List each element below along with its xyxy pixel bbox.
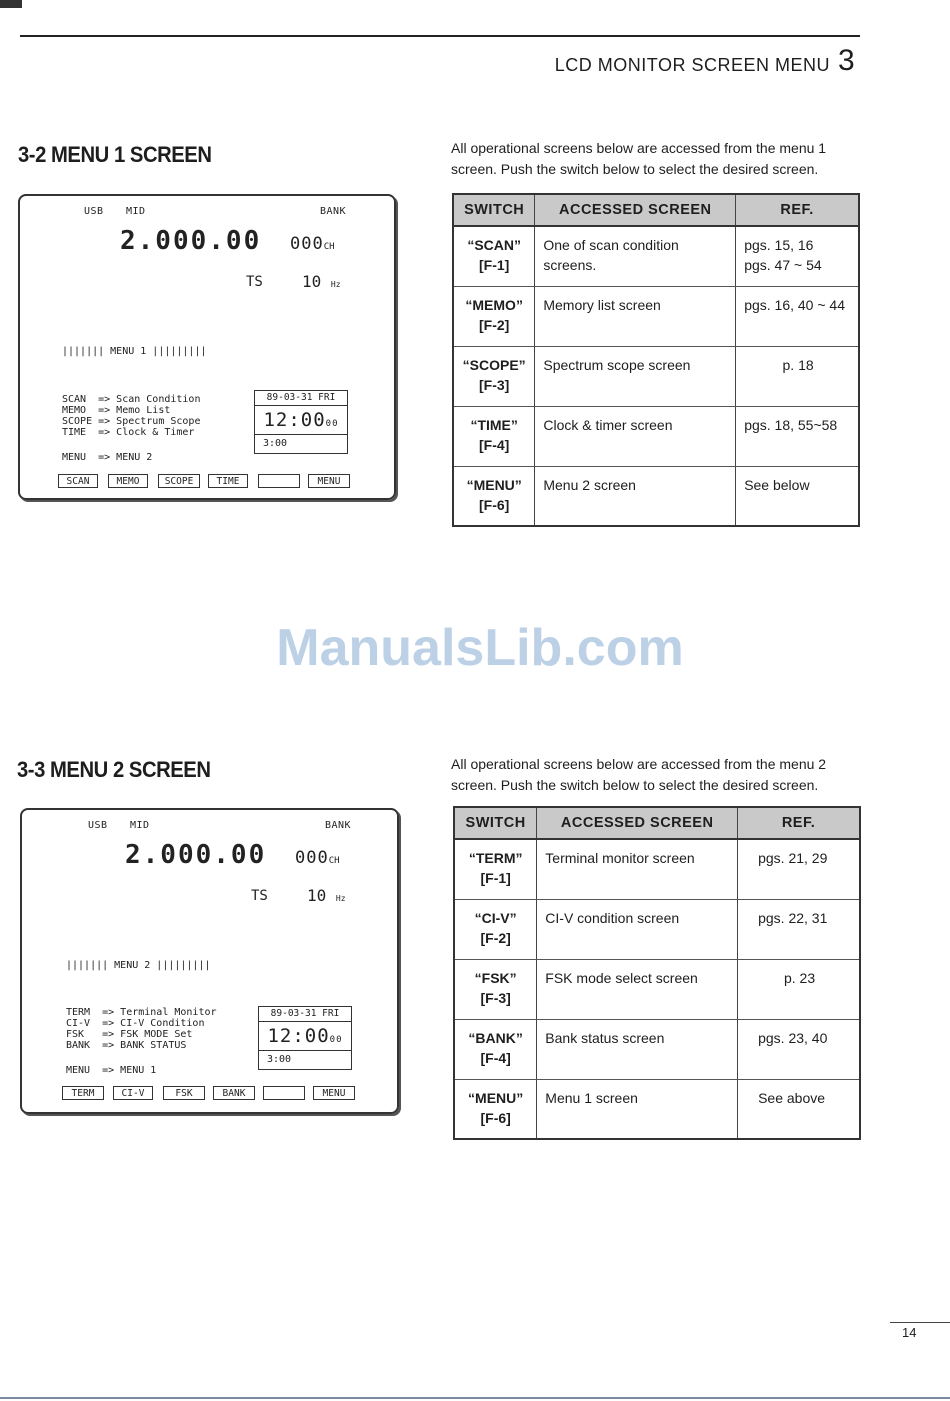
lcd-list-item: CI-V => CI-V Condition bbox=[66, 1018, 205, 1029]
lcd-menu-line: ||||||| MENU 1 ||||||||| bbox=[62, 346, 207, 357]
lcd-list-item: FSK => FSK MODE Set bbox=[66, 1029, 193, 1040]
fkey-f5[interactable] bbox=[258, 474, 300, 488]
table-row bbox=[454, 839, 860, 899]
table-row bbox=[453, 406, 859, 466]
lcd-list-item: MEMO => Memo List bbox=[62, 405, 171, 416]
section-intro: All operational screens below are accessed from the menu 2 screen. Push the switch below to select the desired screen. bbox=[451, 756, 827, 793]
header-screen: ACCESSED SCREEN bbox=[537, 807, 738, 839]
lcd-screen-menu2 bbox=[20, 808, 399, 1114]
chapter-number: 3 bbox=[838, 44, 855, 77]
lcd-screen-menu1 bbox=[18, 194, 396, 500]
fkey-f4[interactable]: BANK bbox=[213, 1086, 255, 1100]
lcd-bank: BANK bbox=[325, 820, 352, 831]
lcd-date: 89-03-31 FRI bbox=[259, 1007, 351, 1022]
fkey-f4[interactable]: TIME bbox=[208, 474, 248, 488]
lcd-bank: BANK bbox=[320, 206, 347, 217]
ref-cell: pgs. 21, 29 bbox=[738, 839, 860, 899]
switch-cell: “MEMO” [F-2] bbox=[453, 286, 535, 346]
fkey-f3[interactable]: FSK bbox=[163, 1086, 205, 1100]
lcd-ts-label: TS bbox=[246, 274, 263, 290]
switch-cell: “TIME” [F-4] bbox=[453, 406, 535, 466]
lcd-mode: USB bbox=[88, 820, 108, 831]
header-switch: SWITCH bbox=[453, 194, 535, 226]
lcd-ts-label: TS bbox=[251, 888, 268, 904]
lcd-list-item: BANK => BANK STATUS bbox=[66, 1040, 187, 1051]
screen-cell: FSK mode select screen bbox=[537, 959, 738, 1019]
switch-table bbox=[452, 193, 860, 527]
fkey-f6[interactable]: MENU bbox=[308, 474, 350, 488]
lcd-time: 12:0000 bbox=[263, 409, 339, 431]
table-row bbox=[453, 286, 859, 346]
fkey-f1[interactable]: TERM bbox=[62, 1086, 104, 1100]
screen-cell: Menu 2 screen bbox=[535, 466, 736, 526]
lcd-time: 12:0000 bbox=[267, 1025, 343, 1047]
switch-cell: “MENU” [F-6] bbox=[453, 466, 535, 526]
ref-cell: p. 18 bbox=[736, 346, 859, 406]
page-number-rule bbox=[890, 1322, 950, 1323]
lcd-clock-box bbox=[254, 390, 348, 454]
lcd-clock-box bbox=[258, 1006, 352, 1070]
lcd-mode: USB bbox=[84, 206, 104, 217]
lcd-list-item: TERM => Terminal Monitor bbox=[66, 1007, 217, 1018]
switch-table bbox=[453, 806, 861, 1140]
fkey-f2[interactable]: CI-V bbox=[113, 1086, 153, 1100]
header-ref: REF. bbox=[738, 807, 860, 839]
switch-cell: “BANK” [F-4] bbox=[454, 1019, 537, 1079]
lcd-ts-value: 10 Hz bbox=[307, 886, 346, 905]
ref-cell: pgs. 15, 16 pgs. 47 ~ 54 bbox=[736, 226, 859, 286]
bottom-rule bbox=[0, 1397, 950, 1399]
switch-cell: “TERM” [F-1] bbox=[454, 839, 537, 899]
ref-cell: See above bbox=[738, 1079, 860, 1139]
screen-cell: One of scan condition screens. bbox=[535, 226, 736, 286]
ref-cell: pgs. 16, 40 ~ 44 bbox=[736, 286, 859, 346]
lcd-list-item: TIME => Clock & Timer bbox=[62, 427, 195, 438]
header-rule bbox=[20, 35, 860, 37]
table-row bbox=[454, 1079, 860, 1139]
lcd-menu-next: MENU => MENU 2 bbox=[62, 452, 153, 463]
ref-cell: See below bbox=[736, 466, 859, 526]
section-title: 3-3 MENU 2 SCREEN bbox=[17, 757, 211, 782]
lcd-list-item: SCOPE => Spectrum Scope bbox=[62, 416, 201, 427]
watermark-text: ManualsLib.com bbox=[276, 619, 684, 677]
lcd-date: 89-03-31 FRI bbox=[255, 391, 347, 406]
section-title: 3-2 MENU 1 SCREEN bbox=[18, 142, 212, 167]
fkey-f3[interactable]: SCOPE bbox=[158, 474, 200, 488]
switch-cell: “SCAN” [F-1] bbox=[453, 226, 535, 286]
fkey-f5[interactable] bbox=[263, 1086, 305, 1100]
switch-cell: “CI-V” [F-2] bbox=[454, 899, 537, 959]
lcd-channel: 000CH bbox=[295, 848, 340, 868]
page-number: 14 bbox=[902, 1325, 917, 1340]
table-row bbox=[454, 1019, 860, 1079]
table-row bbox=[454, 959, 860, 1019]
lcd-menu-next: MENU => MENU 1 bbox=[66, 1065, 157, 1076]
table-row bbox=[453, 226, 859, 286]
switch-cell: “MENU” [F-6] bbox=[454, 1079, 537, 1139]
fkey-f6[interactable]: MENU bbox=[313, 1086, 355, 1100]
table-row bbox=[453, 466, 859, 526]
lcd-menu-line: ||||||| MENU 2 ||||||||| bbox=[66, 960, 211, 971]
table-row bbox=[454, 899, 860, 959]
fkey-f1[interactable]: SCAN bbox=[58, 474, 98, 488]
screen-cell: Memory list screen bbox=[535, 286, 736, 346]
lcd-list-item: SCAN => Scan Condition bbox=[62, 394, 201, 405]
lcd-mid: MID bbox=[130, 820, 150, 831]
header-switch: SWITCH bbox=[454, 807, 537, 839]
lcd-timer: 3:00 bbox=[255, 434, 347, 452]
lcd-channel: 000CH bbox=[290, 234, 335, 254]
ref-cell: pgs. 23, 40 bbox=[738, 1019, 860, 1079]
ref-cell: pgs. 22, 31 bbox=[738, 899, 860, 959]
header-screen: ACCESSED SCREEN bbox=[535, 194, 736, 226]
lcd-ts-value: 10 Hz bbox=[302, 272, 341, 291]
ref-cell: pgs. 18, 55~58 bbox=[736, 406, 859, 466]
switch-cell: “SCOPE” [F-3] bbox=[453, 346, 535, 406]
section-intro: All operational screens below are accessed from the menu 1 screen. Push the switch below to select the desired screen. bbox=[451, 140, 827, 177]
screen-cell: Clock & timer screen bbox=[535, 406, 736, 466]
screen-cell: Menu 1 screen bbox=[537, 1079, 738, 1139]
lcd-mid: MID bbox=[126, 206, 146, 217]
table-row bbox=[453, 346, 859, 406]
lcd-frequency: 2.000.00 bbox=[125, 840, 267, 870]
header-title: LCD MONITOR SCREEN MENU bbox=[554, 55, 830, 75]
header-ref: REF. bbox=[736, 194, 859, 226]
screen-cell: CI-V condition screen bbox=[537, 899, 738, 959]
fkey-f2[interactable]: MEMO bbox=[108, 474, 148, 488]
switch-cell: “FSK” [F-3] bbox=[454, 959, 537, 1019]
ref-cell: p. 23 bbox=[738, 959, 860, 1019]
page-corner-mark bbox=[0, 0, 22, 8]
lcd-frequency: 2.000.00 bbox=[120, 226, 262, 256]
screen-cell: Spectrum scope screen bbox=[535, 346, 736, 406]
screen-cell: Bank status screen bbox=[537, 1019, 738, 1079]
lcd-timer: 3:00 bbox=[259, 1050, 351, 1068]
screen-cell: Terminal monitor screen bbox=[537, 839, 738, 899]
